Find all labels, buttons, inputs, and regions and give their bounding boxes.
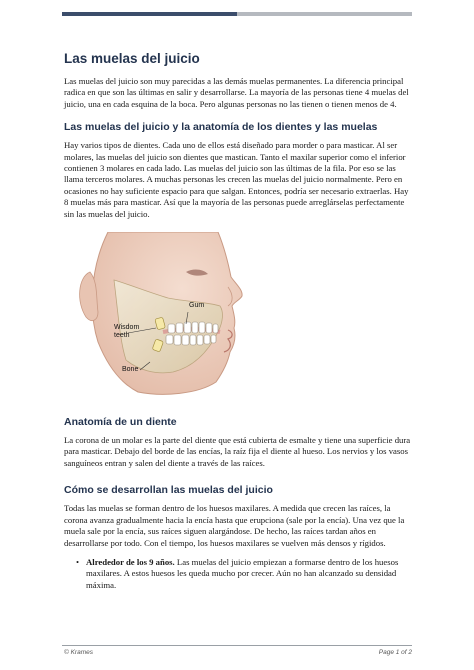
- top-divider-light: [237, 12, 412, 16]
- section-paragraph-anatomy-teeth: Hay varios tipos de dientes. Cada uno de ellos está diseñado para morder o para masticar. Al ser molares, las muelas del juicio son dientes que mastican. Tanto el maxilar superior como el inferior contienen 3 molares en cada lado. Las muelas del juicio son las últimas de la fila. Por eso se las llama terceros molares. A muchas personas les crecen las muelas del juicio normalmente. Pero en ocasiones no hay suficiente espacio para que salgan. Entonces, podría ser necesario extraerlas. Hay 8 muelas más para masticar. Así que la mayoría de las personas puede arreglárselas perfectamente sin las muelas del juicio.: [64, 140, 409, 219]
- bullet-symbol: •: [76, 556, 80, 567]
- intro-paragraph: Las muelas del juicio son muy parecidas a las demás muelas permanentes. La diferencia principal radica en que son las últimas en salir y desarrollarse. La mayoría de las personas tiene 4 muelas del juicio, una en cada esquina de la boca. Pero algunas personas no las tienen o tienen menos de 4.: [64, 76, 409, 109]
- label-gum: Gum: [189, 302, 205, 310]
- section-heading-tooth-anatomy: Anatomía de un diente: [64, 416, 177, 429]
- section-heading-anatomy-teeth: Las muelas del juicio y la anatomía de los dientes y las muelas: [64, 121, 378, 134]
- section-paragraph-tooth-anatomy: La corona de un molar es la parte del diente que está cubierta de esmalte y tiene una superficie dura para masticar. Debajo del borde de las encías, la raíz fija el diente al hueso. Los nervios y los vasos sanguíneos entran y salen del diente a través de las raíces.: [64, 435, 411, 468]
- page-title: Las muelas del juicio: [64, 51, 200, 66]
- footer-copyright: © Krames: [64, 649, 93, 656]
- development-list: [64, 557, 412, 591]
- list-item-text: Las muelas del juicio empiezan a formarse dentro de los huesos maxilares. A estos huesos les queda mucho por crecer. Aún no han alcanzado su densidad máxima.: [86, 556, 399, 590]
- list-item-lead: Alrededor de los 9 años.: [86, 556, 175, 567]
- document-body: [64, 50, 412, 591]
- label-teeth: teeth: [114, 332, 130, 340]
- top-divider: [62, 12, 412, 16]
- jaw-illustration-drawing: [68, 232, 304, 397]
- section-paragraph-development: Todas las muelas se forman dentro de los huesos maxilares. A medida que crecen las raíces, la corona avanza gradualmente hacia la encía hasta que erupciona (sale por la encía). Una vez que la muela sale por la encía, sus raíces siguen alargándose. De hecho, las raíces tardan años en desarrollarse por todo. Con el tiempo, los huesos maxilares se vuelven más densos y rígidos.: [64, 503, 405, 548]
- jaw-illustration: [68, 232, 304, 397]
- label-bone: Bone: [122, 366, 139, 374]
- label-wisdom: Wisdom: [114, 324, 140, 332]
- list-item: [76, 556, 412, 591]
- section-heading-development: Cómo se desarrollan las muelas del juicio: [64, 484, 273, 497]
- bottom-divider: [62, 645, 412, 646]
- footer-page-number: Page 1 of 2: [378, 649, 412, 656]
- top-divider-dark: [62, 12, 237, 16]
